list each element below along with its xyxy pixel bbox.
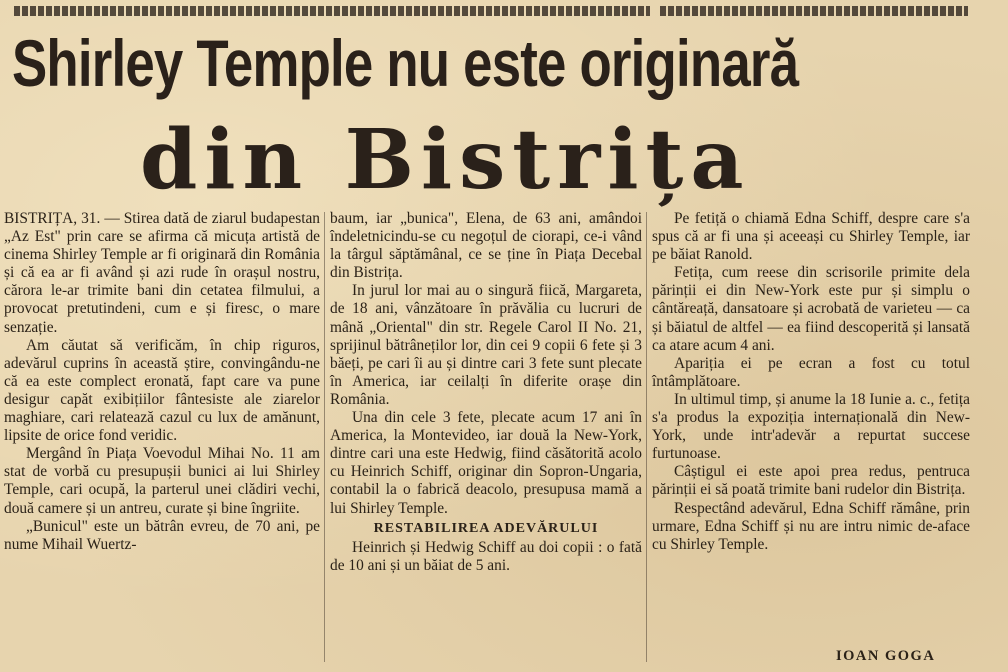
section-subheading: RESTABILIREA ADEVĂRULUI <box>373 520 599 536</box>
paragraph: In ultimul timp, și anume la 18 Iunie a. c., fetița s'a produs la expoziția internațională din New-York, unde intr'adevăr a repurtat succese furtunoase. <box>652 390 970 463</box>
paragraph: Heinrich și Hedwig Schiff au doi copii : o fată de 10 ani și un băiat de 5 ani. <box>330 538 642 574</box>
paragraph: Pe fetiță o chiamă Edna Schiff, despre care s'a spus că ar fi una și aceeași cu Shirley Temple, iar pe băiat Ranold. <box>652 210 970 264</box>
paragraph: Mergând în Piața Voevodul Mihai No. 11 am stat de vorbă cu presupușii bunici ai lui Shirley Temple, cari ocupă, la parterul unei clădiri vechi, două camere și un antreu, curate și bine îngriite. <box>4 445 320 517</box>
article-column-1 <box>4 210 320 554</box>
article-column-2 <box>330 210 642 575</box>
headline-line-1: Shirley Temple nu este originară <box>12 26 799 100</box>
top-rule-left <box>14 6 650 16</box>
article-column-3 <box>652 210 970 554</box>
paragraph: baum, iar „bunica", Elena, de 63 ani, amândoi îndeletnicindu-se cu negoțul de ciorapi, ce-i vând la târgul săptămânal, ce se ține în Piața Decebal din Bistrița. <box>330 210 642 282</box>
paragraph: Una din cele 3 fete, plecate acum 17 ani în America, la Montevideo, iar două la New-York, dintre cari una este Hedwig, fiind căsătorită acolo cu Heinrich Schiff, originar din Sopron-Ungaria, contabil la o fabrică deacolo, presupusa mamă a lui Shirley Temple. <box>330 409 642 517</box>
author-signature: IOAN GOGA <box>836 648 936 664</box>
paragraph: BISTRIȚA, 31. — Stirea dată de ziarul budapestan „Az Est" prin care se afirma că micuța artistă de cinema Shirley Temple ar fi originară din România și că ea ar fi având și azi rude în orașul nostru, cărora le-ar trimite bani din cetatea filmului, a provocat pretutindeni, cum e și firesc, o mare senzație. <box>4 210 320 336</box>
paragraph: Am căutat să verificăm, în chip riguros, adevărul cuprins în această știre, convingându-ne că ea este complect eronată, fapt care va pune desigur capăt exibițiilor fântesiste ale ziarelor maghiare, cari relatează cazul cu lux de amănunt, lipsite de orice fond veridic. <box>4 336 320 445</box>
paragraph: Apariția ei pe ecran a fost cu totul întâmplătoare. <box>652 354 970 390</box>
top-rule-right <box>660 6 968 16</box>
paragraph: In jurul lor mai au o singură fiică, Margareta, de 18 ani, vânzătoare în prăvălia cu lucruri de mână „Oriental" din str. Regele Carol II No. 21, sprijinul bătrâneților lor, din cei 9 copii 6 fete și 3 băeți, pe cari îi au și dintre cari 3 fete sunt plecate în America, iar ceilalți în diferite orașe din România. <box>330 282 642 408</box>
column-divider-2 <box>646 212 647 662</box>
column-divider-1 <box>324 212 325 662</box>
paragraph: Respectând adevărul, Edna Schiff rămâne, prin urmare, Edna Schiff și nu are intru nimic de-aface cu Shirley Temple. <box>652 499 970 553</box>
headline-line-2: din Bistrița <box>140 112 751 208</box>
paragraph: Fetița, cum reese din scrisorile primite dela părinții ei din New-York este pur și simplu o cântăreață, dansatoare și acrobată de varieteu — ca și băiatul de altfel — ea fiind descoperită și lansată ca atare acum 4 ani. <box>652 264 970 354</box>
paragraph: „Bunicul" este un bătrân evreu, de 70 ani, pe nume Mihail Wuertz- <box>4 517 320 553</box>
paragraph: Câștigul ei este apoi prea redus, pentruca părinții ei să poată trimite bani rudelor din Bistrița. <box>652 463 970 499</box>
